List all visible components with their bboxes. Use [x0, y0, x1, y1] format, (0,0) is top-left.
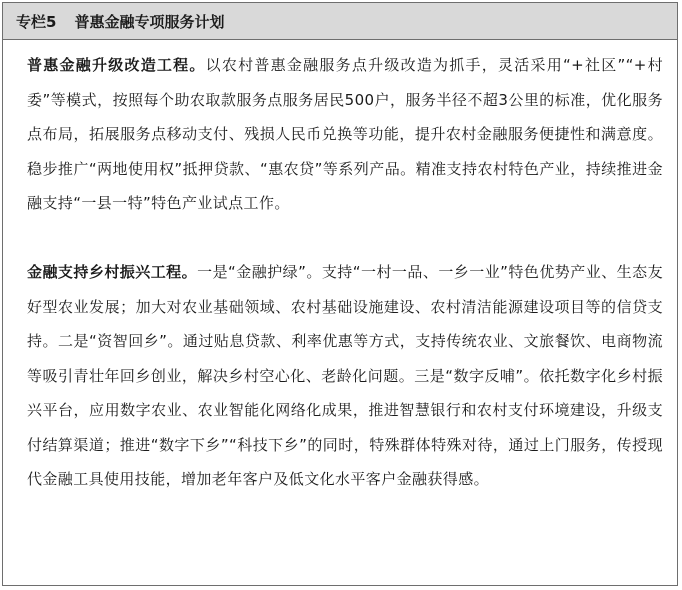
paragraph-gap [27, 221, 663, 256]
column-header [3, 3, 677, 40]
paragraph-lead: 普惠金融升级改造工程。 [27, 56, 206, 74]
column-label: 专栏5 [16, 12, 57, 31]
paragraph-lead: 金融支持乡村振兴工程。 [27, 263, 198, 281]
paragraph-text: 以农村普惠金融服务点升级改造为抓手，灵活采用“+社区”“+村委”等模式，按照每个助农取款服务点服务居民500户，服务半径不超3公里的标准，优化服务点布局，拓展服务点移动支付、残损人民币兑换等功能，提升农村金融服务便捷性和满意度。稳步推广“两地使用权”抵押贷款、“惠农贷”等系列产品。精准支持农村特色产业，持续推进金融支持“一县一特”特色产业试点工作。 [27, 56, 664, 212]
column-box [2, 2, 678, 586]
paragraph-upgrade [27, 48, 663, 221]
column-content [3, 40, 677, 497]
paragraph-text: 一是“金融护绿”。支持“一村一品、一乡一业”特色优势产业、生态友好型农业发展；加大对农业基础领域、农村基础设施建设、农村清洁能源建设项目等的信贷支持。二是“资智回乡”。通过贴息贷款、利率优惠等方式，支持传统农业、文旅餐饮、电商物流等吸引青壮年回乡创业，解决乡村空心化、老龄化问题。三是“数字反哺”。依托数字化乡村振兴平台，应用数字农业、农业智能化网络化成果，推进智慧银行和农村支付环境建设，升级支付结算渠道；推进“数字下乡”“科技下乡”的同时，特殊群体特殊对待，通过上门服务，传授现代金融工具使用技能，增加老年客户及低文化水平客户金融获得感。 [27, 263, 663, 488]
paragraph-rural [27, 255, 663, 497]
column-title: 普惠金融专项服务计划 [74, 12, 225, 31]
